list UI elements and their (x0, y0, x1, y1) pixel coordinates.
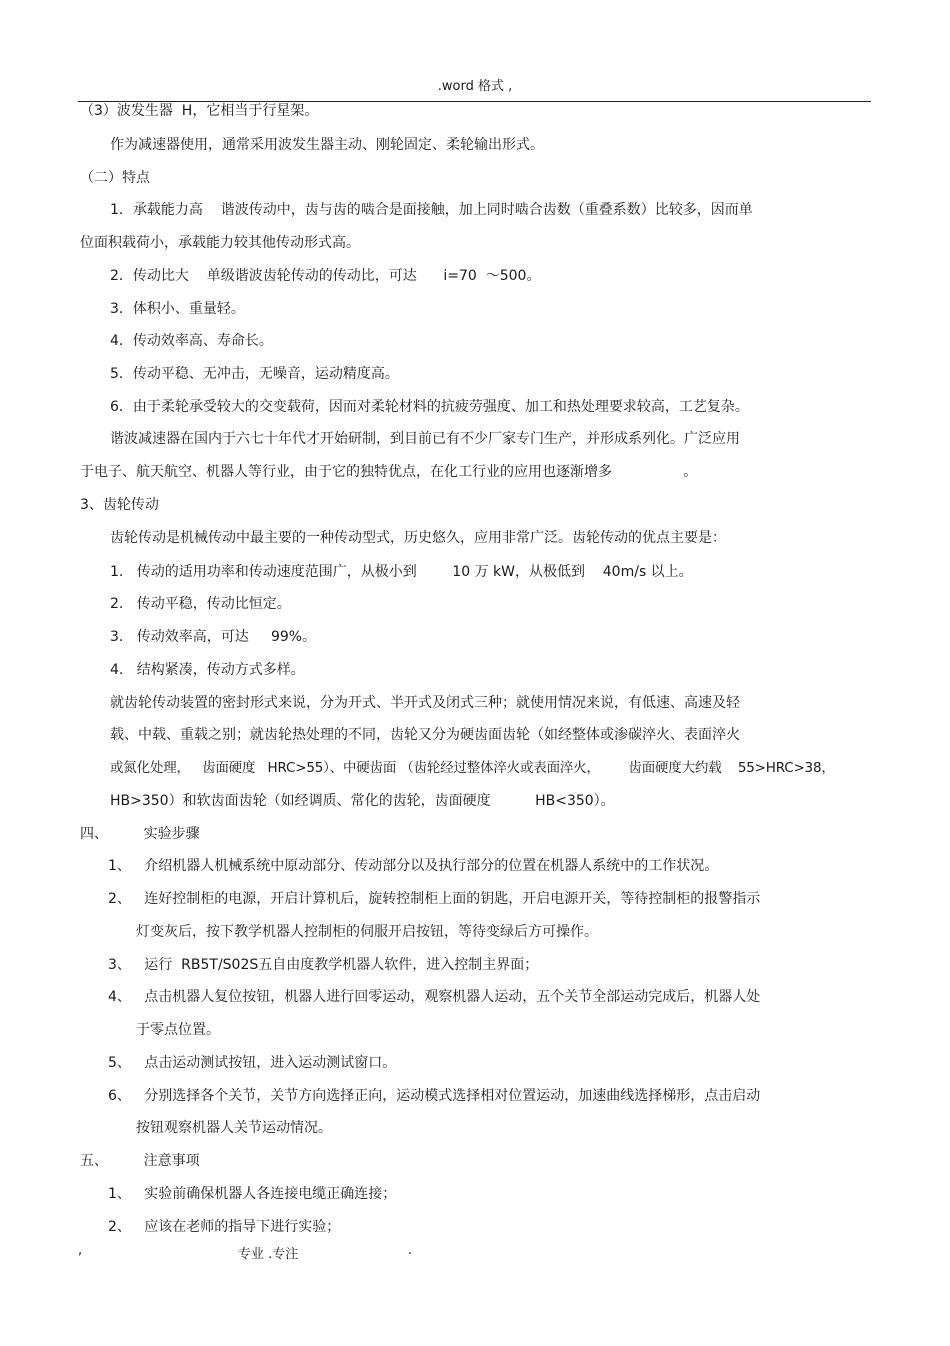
text-line: 2. 传动平稳，传动比恒定。 (110, 596, 291, 612)
footer-right-mark: . (408, 1243, 413, 1258)
text-line: 于电子、航天航空、机器人等行业，由于它的独特优点，在化工行业的应用也逐渐增多 。 (80, 464, 698, 480)
text-line: 于零点位置。 (136, 1022, 220, 1038)
text-line: 2、 应该在老师的指导下进行实验； (108, 1219, 341, 1235)
text-line: 1、 实验前确保机器人各连接电缆正确连接； (108, 1186, 397, 1202)
text-line: 位面积载荷小，承载能力较其他传动形式高。 (80, 235, 360, 251)
text-line: 谐波减速器在国内于六七十年代才开始研制，到目前已有不少厂家专门生产，并形成系列化。广泛应用 (110, 431, 740, 447)
section-heading: 四、 实验步骤 (80, 826, 200, 842)
text-line: 作为减速器使用，通常采用波发生器主动、刚轮固定、柔轮输出形式。 (110, 137, 544, 153)
text-line: 6．由于柔轮承受较大的交变载荷，因而对柔轮材料的抗疲劳强度、加工和热处理要求较高，工艺复杂。 (110, 399, 749, 415)
text-line: 就齿轮传动装置的密封形式来说，分为开式、半开式及闭式三种；就使用情况来说，有低速、高速及轻 (110, 695, 740, 711)
text-line: 灯变灰后，按下教学机器人控制柜的伺服开启按钮，等待变绿后方可操作。 (136, 924, 598, 940)
footer-left-mark: , (78, 1243, 83, 1258)
text-line: 3．体积小、重量轻。 (110, 301, 245, 317)
text-line: 载、中载、重载之别；就齿轮热处理的不同，齿轮又分为硬齿面齿轮（如经整体或渗碳淬火、表面淬火 (110, 727, 740, 743)
text-line: 3. 传动效率高，可达 99%。 (110, 629, 317, 645)
text-line: HB>350）和软齿面齿轮（如经调质、常化的齿轮，齿面硬度 HB<350）。 (110, 793, 615, 809)
text-line: 1．承载能力高 谐波传动中，齿与齿的啮合是面接触，加上同时啮合齿数（重叠系数）比较多，因而单 (110, 202, 753, 218)
text-line: 齿轮传动是机械传动中最主要的一种传动型式，历史悠久，应用非常广泛。齿轮传动的优点主要是： (110, 530, 726, 546)
text-line: 或氮化处理， 齿面硬度 HRC>55）、中硬齿面 （齿轮经过整体淬火或表面淬火， 齿面硬度大约载 55>HRC>38， (110, 760, 835, 776)
text-line: 1、 介绍机器人机械系统中原动部分、传动部分以及执行部分的位置在机器人系统中的工作状况。 (108, 858, 719, 874)
text-line: 3、 运行 RB5T/S02S五自由度教学机器人软件，进入控制主界面； (108, 957, 539, 973)
text-line: 2、 连好控制柜的电源，开启计算机后，旋转控制柜上面的钥匙，开启电源开关，等待控制柜的报警指示 (108, 891, 761, 907)
text-line: 4. 结构紧凑，传动方式多样。 (110, 662, 305, 678)
text-line: 2．传动比大 单级谐波齿轮传动的传动比，可达 i=70 ～500。 (110, 268, 541, 284)
text-line: 6、 分别选择各个关节，关节方向选择正向，运动模式选择相对位置运动，加速曲线选择梯形，点击启动 (108, 1088, 761, 1104)
section-heading: 五、 注意事项 (80, 1153, 200, 1169)
text-line: 按钮观察机器人关节运动情况。 (136, 1120, 332, 1136)
text-line: 5．传动平稳、无冲击，无噪音，运动精度高。 (110, 366, 399, 382)
text-line: 4．传动效率高、寿命长。 (110, 333, 273, 349)
text-line: 5、 点击运动测试按钮，进入运动测试窗口。 (108, 1055, 397, 1071)
section-heading: 3、齿轮传动 (80, 497, 159, 513)
footer-text: 专业 .专注 (238, 1247, 299, 1262)
section-heading: （二）特点 (80, 170, 150, 186)
text-line: （3）波发生器 H，它相当于行星架。 (80, 103, 319, 119)
text-line: 4、 点击机器人复位按钮，机器人进行回零运动，观察机器人运动，五个关节全部运动完成后，机器人处 (108, 989, 761, 1005)
page-header: .word 格式 , (437, 79, 513, 94)
text-line: 1. 传动的适用功率和传动速度范围广，从极小到 10 万 kW，从极低到 40m/s 以上。 (110, 564, 693, 580)
